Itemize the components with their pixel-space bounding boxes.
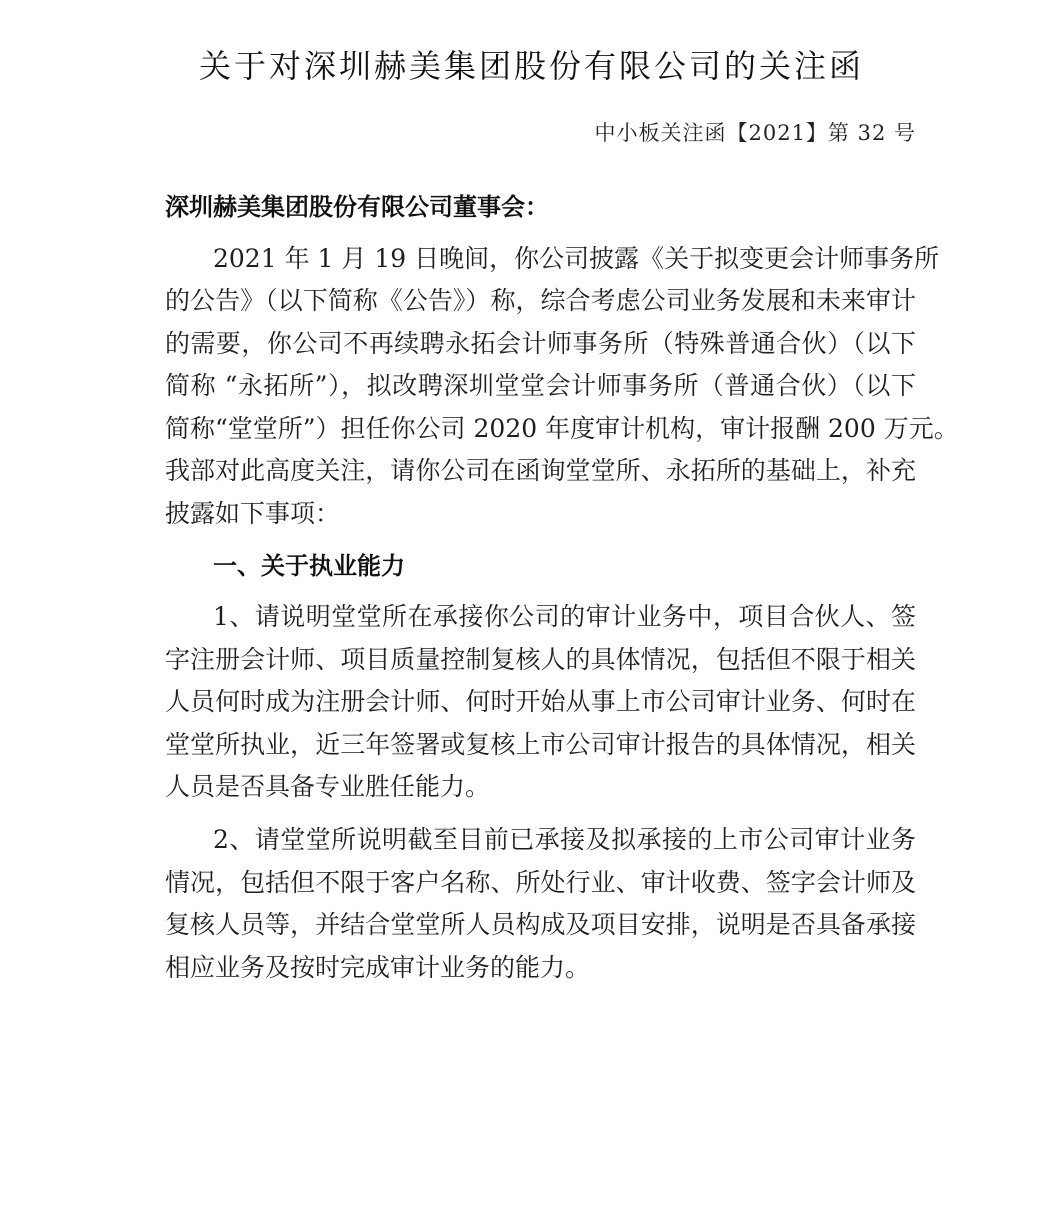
text-line: 2021 年 1 月 19 日晚间，你公司披露《关于拟变更会计师事务所 xyxy=(213,244,940,273)
text-line: 的需要，你公司不再续聘永拓会计师事务所（特殊普通合伙）（以下 xyxy=(165,329,916,358)
text-line: 的公告》（以下简称《公告》）称，综合考虑公司业务发展和未来审计 xyxy=(165,286,916,315)
text-line: 简称“堂堂所”）担任你公司 2020 年度审计机构，审计报酬 200 万元。 xyxy=(165,414,959,443)
text-line: 字注册会计师、项目质量控制复核人的具体情况，包括但不限于相关 xyxy=(165,645,916,674)
text-line: 情况，包括但不限于客户名称、所处行业、审计收费、签字会计师及 xyxy=(165,868,916,897)
text-line: 我部对此高度关注，请你公司在函询堂堂所、永拓所的基础上，补充 xyxy=(165,456,916,485)
document-number: 中小板关注函【2021】第 32 号 xyxy=(594,121,916,145)
section-heading: 一、关于执业能力 xyxy=(213,552,405,580)
addressee: 深圳赫美集团股份有限公司董事会： xyxy=(165,193,549,221)
text-line: 复核人员等，并结合堂堂所人员构成及项目安排，说明是否具备承接 xyxy=(165,910,916,939)
text-line: 1、请说明堂堂所在承接你公司的审计业务中，项目合伙人、签 xyxy=(213,602,916,631)
text-line: 人员是否具备专业胜任能力。 xyxy=(165,772,491,801)
text-line: 相应业务及按时完成审计业务的能力。 xyxy=(165,953,591,982)
document-title: 关于对深圳赫美集团股份有限公司的关注函 xyxy=(198,47,864,85)
text-line: 堂堂所执业，近三年签署或复核上市公司审计报告的具体情况，相关 xyxy=(165,730,916,759)
text-line: 披露如下事项： xyxy=(165,499,341,528)
text-line: 2、请堂堂所说明截至目前已承接及拟承接的上市公司审计业务 xyxy=(213,825,916,854)
text-line: 人员何时成为注册会计师、何时开始从事上市公司审计业务、何时在 xyxy=(165,687,916,716)
text-line: 简称 “永拓所”），拟改聘深圳堂堂会计师事务所（普通合伙）（以下 xyxy=(165,371,916,400)
